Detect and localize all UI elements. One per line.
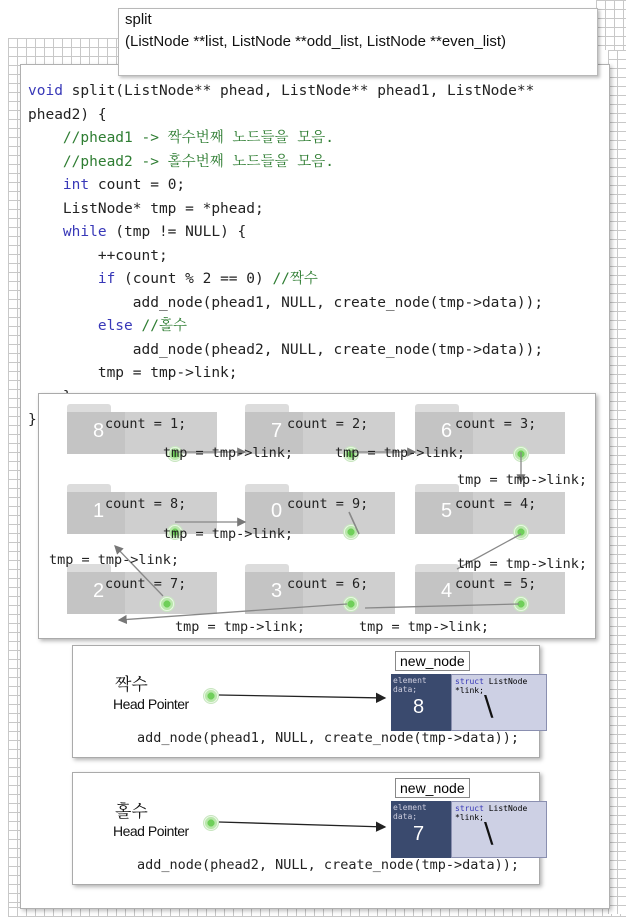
node-count-label: count = 5;	[455, 576, 537, 592]
node-count-label: count = 9;	[287, 496, 369, 512]
background-grid-left	[8, 74, 20, 914]
code-keyword: int	[62, 177, 90, 193]
struct-keyword: struct	[455, 804, 484, 813]
odd-head-panel	[72, 772, 540, 885]
node-value: 4	[441, 580, 453, 602]
code-comment: //phead1 -> 짝수번째 노드들을 모음.	[62, 130, 334, 146]
node-count-label: count = 4;	[455, 496, 537, 512]
node-value: 6	[441, 420, 453, 442]
new-node-label: new_node	[395, 778, 470, 798]
node-value: 1	[93, 500, 105, 522]
background-grid-right	[596, 0, 626, 50]
node-value: 2	[93, 580, 105, 602]
tmp-link-label: tmp = tmp->link;	[49, 552, 180, 568]
node-count-label: count = 3;	[455, 416, 537, 432]
node-link-part	[451, 801, 547, 858]
code-text: add_node(phead1, NULL, create_node(tmp->data));	[132, 294, 544, 311]
code-text: tmp = tmp->link;	[97, 365, 238, 381]
code-block	[28, 80, 543, 433]
tmp-link-label: tmp = tmp->link;	[457, 556, 588, 572]
code-text: ListNode* tmp = *phead;	[62, 200, 264, 217]
node-value: 3	[271, 580, 283, 602]
node-count-label: count = 7;	[105, 576, 187, 592]
node-data-part	[391, 801, 451, 858]
code-text: ++count;	[97, 247, 168, 264]
tmp-link-label: tmp = tmp->link;	[163, 445, 294, 461]
node-value: 7	[413, 823, 425, 845]
code-text: phead2) {	[28, 106, 107, 123]
node-value: 8	[413, 696, 425, 718]
element-data-header: element data;	[393, 803, 427, 821]
code-comment: //짝수	[272, 271, 318, 287]
tmp-link-label: tmp = tmp->link;	[175, 619, 306, 635]
code-text: add_node(phead2, NULL, create_node(tmp->data));	[132, 341, 544, 358]
node-data-part	[391, 674, 451, 731]
struct-keyword: struct	[455, 677, 484, 686]
tmp-link-label: tmp = tmp->link;	[359, 619, 490, 635]
node-value: 5	[441, 500, 453, 522]
link-header	[455, 677, 546, 695]
code-keyword: void	[28, 83, 63, 99]
code-text: (tmp != NULL) {	[106, 224, 247, 240]
new-node-box	[391, 801, 547, 858]
tmp-link-label: tmp = tmp->link;	[163, 526, 294, 542]
code-text: count = 0;	[89, 177, 186, 193]
even-label: 짝수	[115, 675, 148, 695]
node-count-label: count = 2;	[287, 416, 369, 432]
node-value: 8	[93, 420, 105, 442]
node-count-label: count = 6;	[287, 576, 369, 592]
node-value: 7	[271, 420, 283, 442]
odd-label: 홀수	[115, 802, 148, 822]
function-title-card	[118, 8, 598, 76]
new-node-label: new_node	[395, 651, 470, 671]
linked-list-diagram	[38, 393, 596, 639]
tmp-link-label: tmp = tmp->link;	[457, 472, 588, 488]
head-pointer-label: Head Pointer	[113, 823, 189, 839]
node-value: 0	[271, 500, 283, 522]
link-header-text: ListNode *link;	[455, 804, 528, 822]
node-link-part	[451, 674, 547, 731]
link-header	[455, 804, 546, 822]
function-signature: (ListNode **list, ListNode **odd_list, ListNode **even_list)	[125, 33, 507, 50]
function-name: split	[125, 11, 152, 28]
code-text: }	[28, 412, 37, 428]
code-keyword: while	[62, 224, 107, 240]
link-arrows	[39, 394, 595, 638]
background-grid-right-side	[608, 50, 626, 914]
even-head-panel	[72, 645, 540, 758]
node-count-label: count = 1;	[105, 416, 187, 432]
code-text	[133, 318, 142, 334]
code-keyword: if	[97, 271, 116, 287]
head-pointer-label: Head Pointer	[113, 696, 189, 712]
tmp-link-label: tmp = tmp->link;	[335, 445, 466, 461]
add-node-call: add_node(phead1, NULL, create_node(tmp->data));	[137, 730, 520, 746]
code-text: split(ListNode** phead, ListNode** phead1, ListNode**	[62, 83, 535, 99]
code-text: (count % 2 == 0)	[115, 271, 273, 287]
null-link-icon: \	[484, 689, 494, 722]
code-comment: //phead2 -> 홀수번째 노드들을 모음.	[62, 153, 334, 170]
link-header-text: ListNode *link;	[455, 677, 528, 695]
code-keyword: else	[97, 318, 133, 334]
null-link-icon: \	[484, 816, 494, 849]
node-count-label: count = 8;	[105, 496, 187, 512]
code-comment: //홀수	[141, 318, 187, 334]
new-node-box	[391, 674, 547, 731]
element-data-header: element data;	[393, 676, 427, 694]
add-node-call: add_node(phead2, NULL, create_node(tmp->data));	[137, 857, 520, 873]
